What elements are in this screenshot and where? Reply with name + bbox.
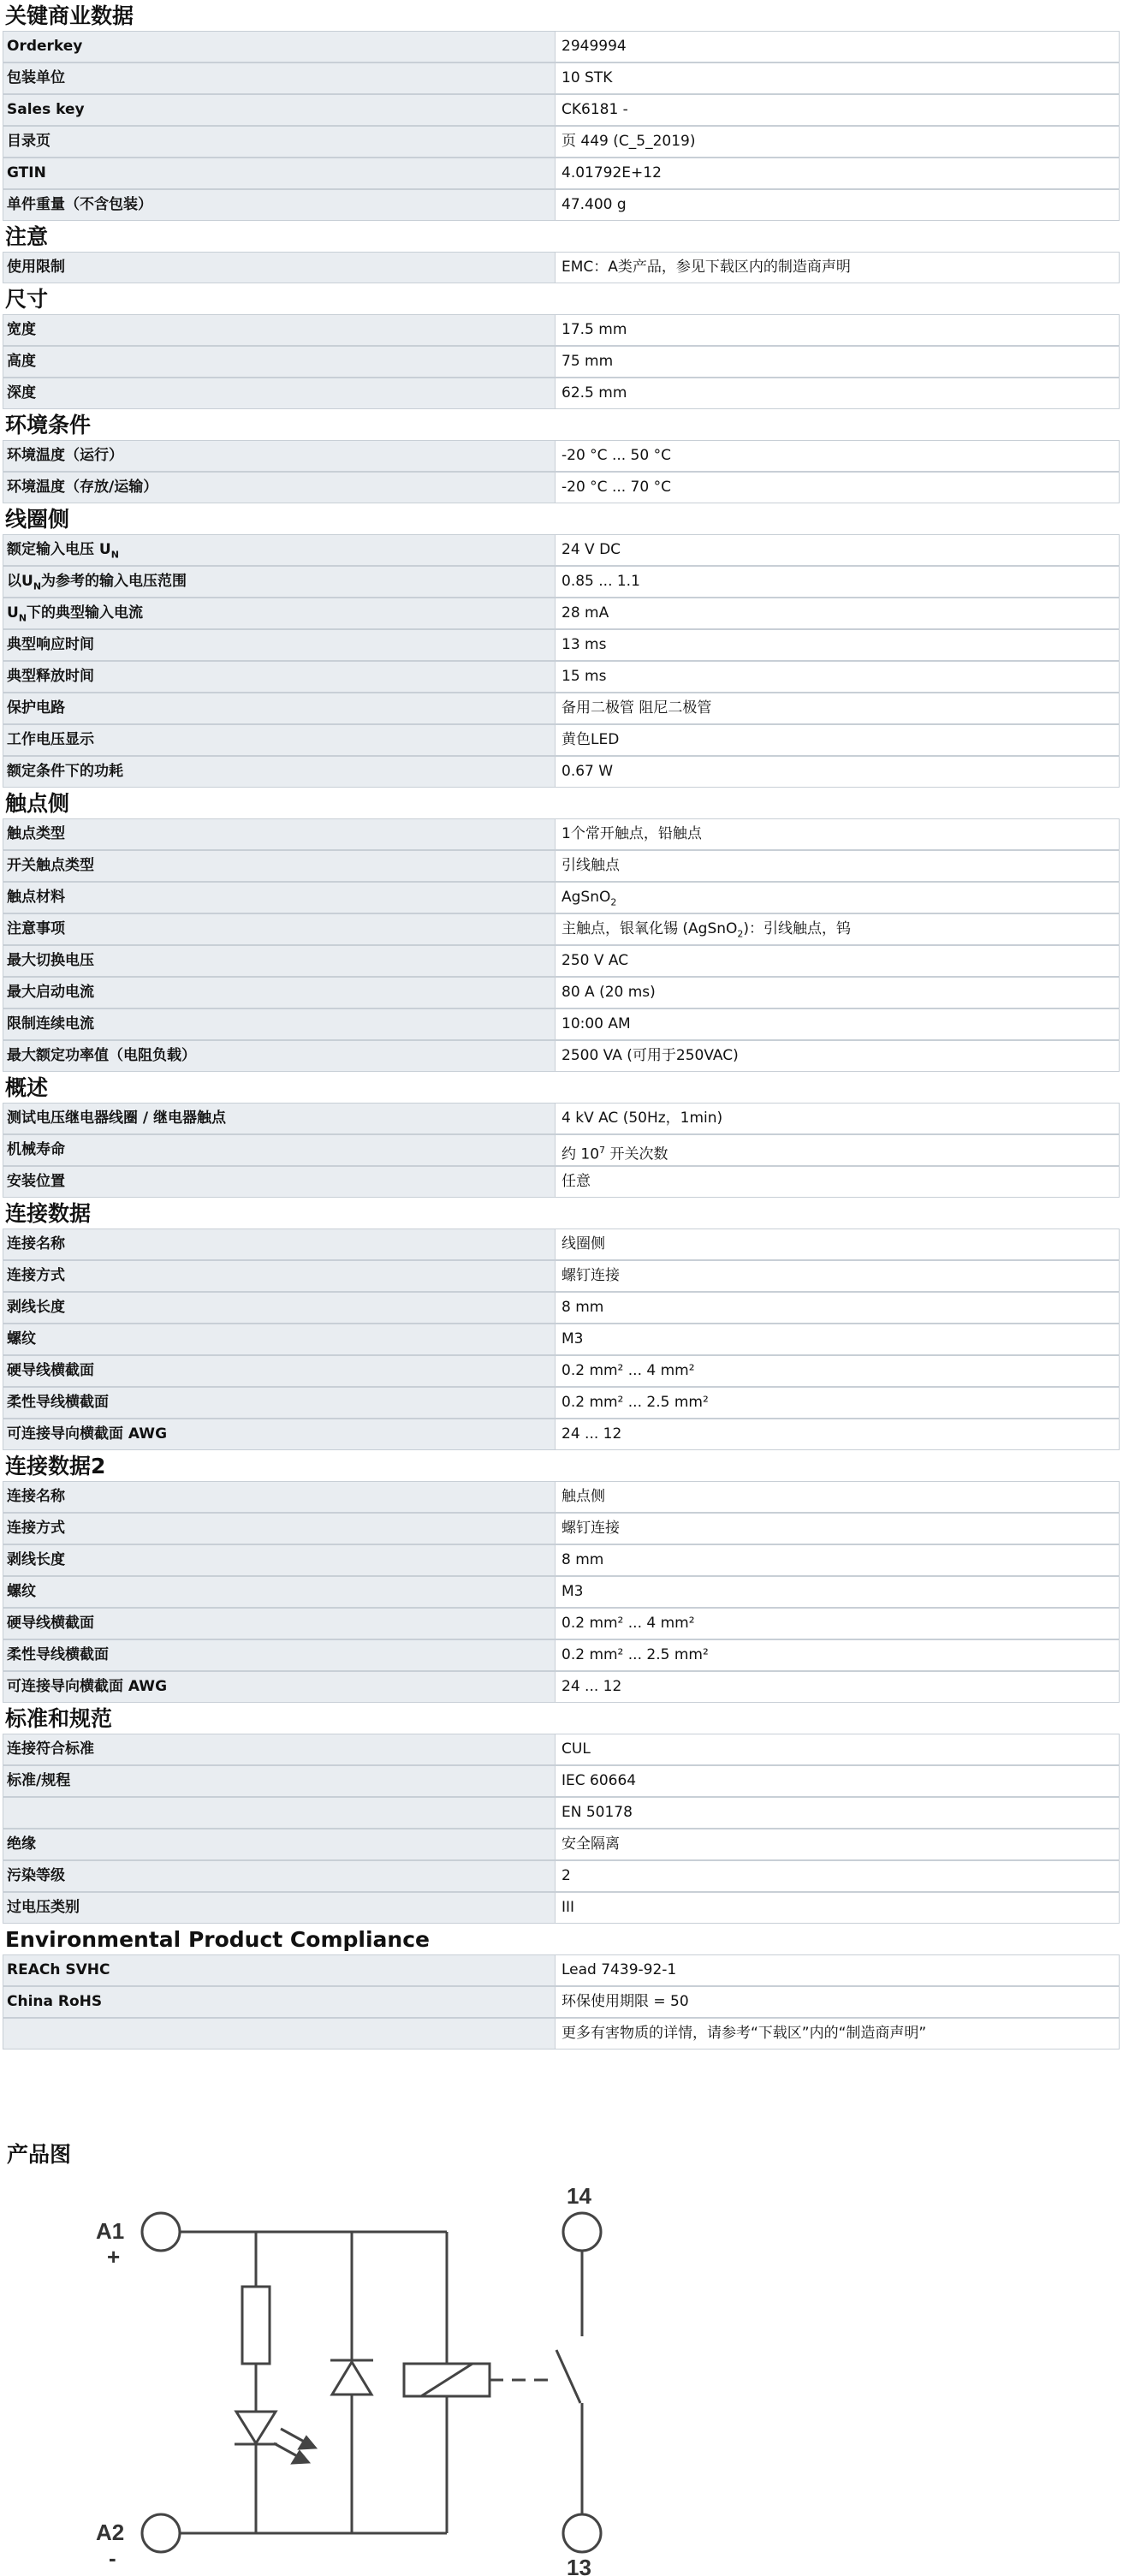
- spec-label: 额定条件下的功耗: [3, 756, 555, 788]
- spec-label: 开关触点类型: [3, 850, 555, 882]
- spec-value: 10:00 AM: [555, 1008, 1120, 1040]
- spec-label: GTIN: [3, 158, 555, 189]
- spec-row: [0, 1292, 1123, 1324]
- spec-row: [0, 1544, 1123, 1576]
- spec-label: 安装位置: [3, 1166, 555, 1198]
- spec-row: [0, 2018, 1123, 2049]
- spec-row: [0, 1481, 1123, 1513]
- spec-label: 高度: [3, 346, 555, 378]
- spec-value: 安全隔离: [555, 1829, 1120, 1860]
- spec-row: [0, 1734, 1123, 1765]
- section-title: Environmental Product Compliance: [5, 1927, 430, 1952]
- spec-value: 0.2 mm² ... 4 mm²: [555, 1608, 1120, 1639]
- spec-row: [0, 1260, 1123, 1292]
- section-title: 连接数据: [5, 1201, 92, 1226]
- spec-label: 污染等级: [3, 1860, 555, 1892]
- spec-row: [0, 945, 1123, 977]
- spec-label: 连接名称: [3, 1481, 555, 1513]
- spec-label: 连接符合标准: [3, 1734, 555, 1765]
- spec-label: Orderkey: [3, 31, 555, 62]
- section-title: 环境条件: [5, 413, 92, 437]
- product-image-section: [0, 2121, 1123, 2576]
- spec-value: 页 449 (C_5_2019): [555, 126, 1120, 158]
- spec-label: 硬导线横截面: [3, 1355, 555, 1387]
- terminal-a1-sign: +: [107, 2244, 121, 2270]
- spec-value: 更多有害物质的详情，请参考“下载区”内的“制造商声明”: [555, 2018, 1120, 2049]
- spec-label: China RoHS: [3, 1986, 555, 2018]
- spec-label: 深度: [3, 378, 555, 409]
- spec-value: 4.01792E+12: [555, 158, 1120, 189]
- spec-label: 可连接导向横截面 AWG: [3, 1671, 555, 1703]
- spec-value: 62.5 mm: [555, 378, 1120, 409]
- spec-label: 标准/规程: [3, 1765, 555, 1797]
- spec-row: [0, 913, 1123, 945]
- spec-label: 最大启动电流: [3, 977, 555, 1008]
- spec-value: 引线触点: [555, 850, 1120, 882]
- spec-label: 柔性导线横截面: [3, 1639, 555, 1671]
- spec-value: 75 mm: [555, 346, 1120, 378]
- spec-row: [0, 1576, 1123, 1608]
- spec-label: 螺纹: [3, 1324, 555, 1355]
- spec-row: [0, 31, 1123, 62]
- spec-value: 主触点，银氧化锡 (AgSnO$_2$)：引线触点，钨: [555, 913, 1120, 945]
- terminal-a2-sign: -: [109, 2545, 116, 2571]
- spec-value: 2949994: [555, 31, 1120, 62]
- spec-value: 4 kV AC (50Hz，1min): [555, 1103, 1120, 1134]
- spec-row: [0, 566, 1123, 598]
- spec-value: EN 50178: [555, 1797, 1120, 1829]
- spec-label: 注意事项: [3, 913, 555, 945]
- spec-value: 47.400 g: [555, 189, 1120, 221]
- spec-label: 工作电压显示: [3, 724, 555, 756]
- section-title: 线圈侧: [5, 507, 70, 532]
- terminal-a2-label: A2: [96, 2519, 125, 2545]
- spec-value: 1个常开触点，铅触点: [555, 818, 1120, 850]
- spec-row: [0, 440, 1123, 472]
- spec-row: [0, 346, 1123, 378]
- spec-label: 触点类型: [3, 818, 555, 850]
- spec-value: IEC 60664: [555, 1765, 1120, 1797]
- spec-label: REACh SVHC: [3, 1954, 555, 1986]
- spec-value: 17.5 mm: [555, 314, 1120, 346]
- spec-value: 环保使用期限 = 50: [555, 1986, 1120, 2018]
- spec-label: 额定输入电压 $U_N$: [3, 534, 555, 566]
- spec-row: [0, 724, 1123, 756]
- spec-row: [0, 158, 1123, 189]
- spec-value: 螺钉连接: [555, 1513, 1120, 1544]
- spec-value: 8 mm: [555, 1544, 1120, 1576]
- spec-value: 8 mm: [555, 1292, 1120, 1324]
- spec-row: [0, 314, 1123, 346]
- section-title: 注意: [5, 224, 49, 249]
- spec-value: 任意: [555, 1166, 1120, 1198]
- spec-value: 0.2 mm² ... 2.5 mm²: [555, 1387, 1120, 1419]
- spec-label: 典型响应时间: [3, 629, 555, 661]
- spec-value: 约 $10^7$ 开关次数: [555, 1134, 1120, 1166]
- spec-value: M3: [555, 1576, 1120, 1608]
- spec-label: 保护电路: [3, 693, 555, 724]
- spec-row: [0, 534, 1123, 566]
- spec-label: 宽度: [3, 314, 555, 346]
- spec-row: [0, 598, 1123, 629]
- spec-label: 绝缘: [3, 1829, 555, 1860]
- spec-value: 24 ... 12: [555, 1419, 1120, 1450]
- spec-value: 250 V AC: [555, 945, 1120, 977]
- spec-value: III: [555, 1892, 1120, 1924]
- spec-label: [3, 2018, 555, 2049]
- spec-row: [0, 882, 1123, 913]
- spec-label: 最大切换电压: [3, 945, 555, 977]
- spec-label: 单件重量（不含包装）: [3, 189, 555, 221]
- spec-row: [0, 189, 1123, 221]
- spec-label: 连接方式: [3, 1260, 555, 1292]
- spec-row: [0, 1040, 1123, 1072]
- terminal-a1-label: A1: [96, 2218, 125, 2244]
- spec-value: 线圈侧: [555, 1229, 1120, 1260]
- spec-row: [0, 1134, 1123, 1166]
- spec-row: [0, 1419, 1123, 1450]
- spec-row: [0, 1387, 1123, 1419]
- spec-row: [0, 1954, 1123, 1986]
- spec-row: [0, 62, 1123, 94]
- spec-label: 以$U_N$为参考的输入电压范围: [3, 566, 555, 598]
- terminal-a1-icon: [142, 2213, 180, 2251]
- spec-row: [0, 1671, 1123, 1703]
- spec-row: [0, 1608, 1123, 1639]
- spec-row: [0, 629, 1123, 661]
- diode-icon: [332, 2362, 371, 2395]
- spec-row: [0, 378, 1123, 409]
- spec-value: 80 A (20 ms): [555, 977, 1120, 1008]
- spec-label: 机械寿命: [3, 1134, 555, 1166]
- spec-row: [0, 1986, 1123, 2018]
- spec-value: 触点侧: [555, 1481, 1120, 1513]
- spec-label: 包装单位: [3, 62, 555, 94]
- spec-row: [0, 126, 1123, 158]
- spec-label: [3, 1797, 555, 1829]
- spec-label: 过电压类别: [3, 1892, 555, 1924]
- spec-row: [0, 661, 1123, 693]
- spec-value: Lead 7439-92-1: [555, 1954, 1120, 1986]
- spec-row: [0, 850, 1123, 882]
- spec-value: AgSnO$_2$: [555, 882, 1120, 913]
- spec-row: [0, 1229, 1123, 1260]
- spec-label: 连接方式: [3, 1513, 555, 1544]
- spec-value: 24 ... 12: [555, 1671, 1120, 1703]
- spec-label: 剥线长度: [3, 1544, 555, 1576]
- spec-row: [0, 252, 1123, 283]
- spec-label: 触点材料: [3, 882, 555, 913]
- product-image-title: 产品图: [7, 2142, 72, 2167]
- section-title: 概述: [5, 1075, 49, 1100]
- spec-value: 10 STK: [555, 62, 1120, 94]
- spec-row: [0, 818, 1123, 850]
- spec-row: [0, 1797, 1123, 1829]
- spec-value: 2: [555, 1860, 1120, 1892]
- spec-value: CUL: [555, 1734, 1120, 1765]
- led-icon: [236, 2412, 276, 2443]
- section-title: 标准和规范: [5, 1706, 113, 1731]
- spec-label: Sales key: [3, 94, 555, 126]
- spec-row: [0, 1166, 1123, 1198]
- spec-value: 螺钉连接: [555, 1260, 1120, 1292]
- spec-value: 28 mA: [555, 598, 1120, 629]
- spec-row: [0, 1860, 1123, 1892]
- spec-label: $U_N$下的典型输入电流: [3, 598, 555, 629]
- spec-value: M3: [555, 1324, 1120, 1355]
- spec-row: [0, 94, 1123, 126]
- terminal-13-label: 13: [567, 2555, 591, 2576]
- relay-circuit-diagram: [0, 2182, 1123, 2576]
- spec-row: [0, 1324, 1123, 1355]
- spec-value: 0.2 mm² ... 4 mm²: [555, 1355, 1120, 1387]
- terminal-a2-icon: [142, 2514, 180, 2552]
- spec-row: [0, 1008, 1123, 1040]
- spec-label: 环境温度（运行）: [3, 440, 555, 472]
- spec-value: CK6181 -: [555, 94, 1120, 126]
- spec-label: 最大额定功率值（电阻负载）: [3, 1040, 555, 1072]
- spec-label: 硬导线横截面: [3, 1608, 555, 1639]
- terminal-14-icon: [563, 2213, 601, 2251]
- spec-value: 0.85 ... 1.1: [555, 566, 1120, 598]
- spec-value: 0.67 W: [555, 756, 1120, 788]
- spec-value: EMC：A类产品，参见下载区内的制造商声明: [555, 252, 1120, 283]
- spec-label: 剥线长度: [3, 1292, 555, 1324]
- spec-label: 螺纹: [3, 1576, 555, 1608]
- spec-label: 典型释放时间: [3, 661, 555, 693]
- spec-row: [0, 1639, 1123, 1671]
- spec-row: [0, 1103, 1123, 1134]
- resistor-icon: [242, 2287, 270, 2364]
- spec-row: [0, 1765, 1123, 1797]
- spec-row: [0, 1355, 1123, 1387]
- spec-label: 测试电压继电器线圈 / 继电器触点: [3, 1103, 555, 1134]
- spec-label: 柔性导线横截面: [3, 1387, 555, 1419]
- spec-row: [0, 472, 1123, 503]
- contact-blade: [556, 2350, 580, 2403]
- spec-label: 使用限制: [3, 252, 555, 283]
- spec-row: [0, 693, 1123, 724]
- spec-row: [0, 977, 1123, 1008]
- terminal-13-icon: [563, 2514, 601, 2552]
- spec-row: [0, 1513, 1123, 1544]
- spec-value: 15 ms: [555, 661, 1120, 693]
- spec-row: [0, 756, 1123, 788]
- spec-value: 2500 VA (可用于250VAC): [555, 1040, 1120, 1072]
- spec-label: 可连接导向横截面 AWG: [3, 1419, 555, 1450]
- section-title: 连接数据2: [5, 1454, 106, 1478]
- spec-label: 限制连续电流: [3, 1008, 555, 1040]
- spec-label: 连接名称: [3, 1229, 555, 1260]
- spec-label: 环境温度（存放/运输）: [3, 472, 555, 503]
- spec-value: 黄色LED: [555, 724, 1120, 756]
- section-title: 尺寸: [5, 287, 49, 312]
- spec-value: -20 °C ... 70 °C: [555, 472, 1120, 503]
- spec-value: 0.2 mm² ... 2.5 mm²: [555, 1639, 1120, 1671]
- spec-row: [0, 1892, 1123, 1924]
- spec-value: 13 ms: [555, 629, 1120, 661]
- section-title: 触点侧: [5, 791, 70, 816]
- spec-value: 24 V DC: [555, 534, 1120, 566]
- section-title: 关键商业数据: [5, 3, 134, 28]
- terminal-14-label: 14: [567, 2183, 591, 2209]
- spec-value: 备用二极管 阻尼二极管: [555, 693, 1120, 724]
- spec-label: 目录页: [3, 126, 555, 158]
- spec-value: -20 °C ... 50 °C: [555, 440, 1120, 472]
- spec-row: [0, 1829, 1123, 1860]
